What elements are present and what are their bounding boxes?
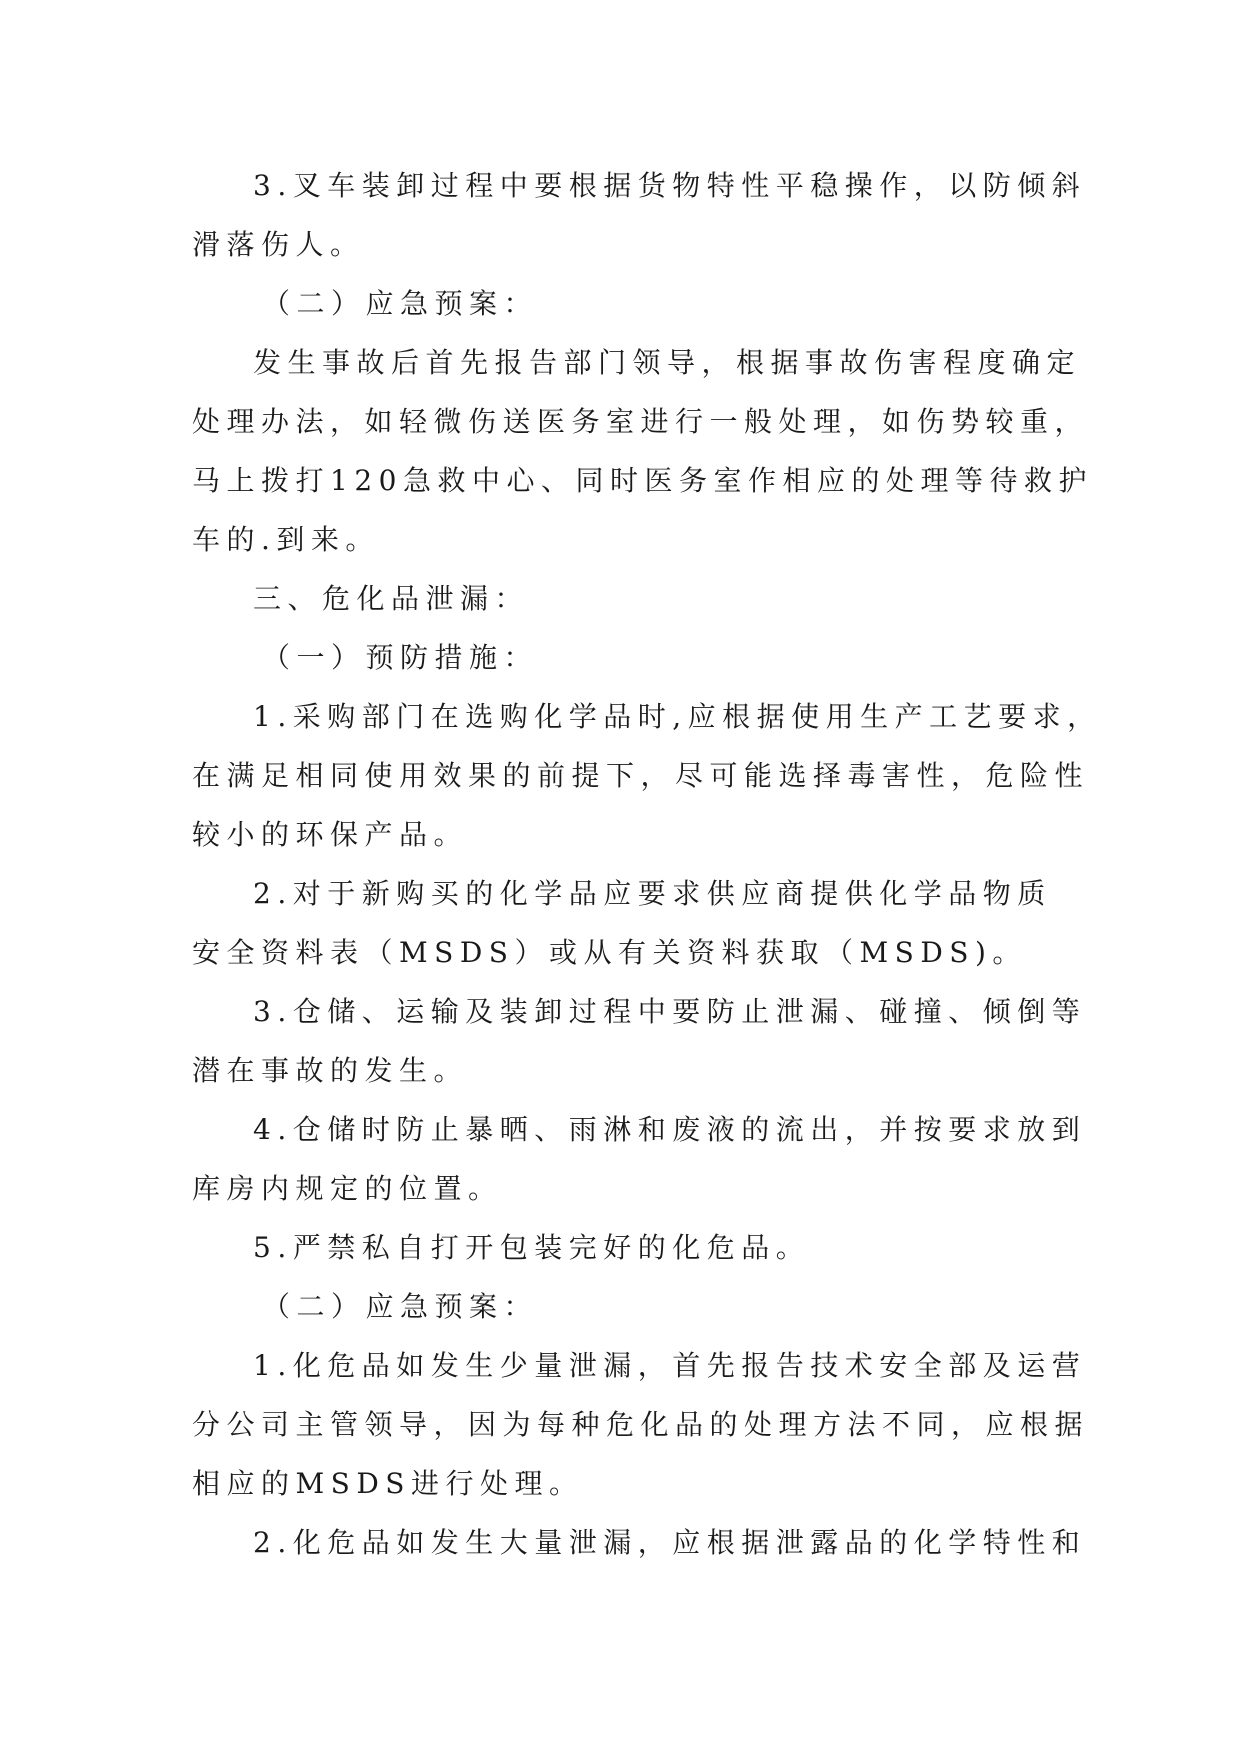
paragraph-line: 滑落伤人。 (192, 228, 365, 261)
paragraph-line: 1.采购部门在选购化学品时,应根据使用生产工艺要求， (253, 700, 1102, 733)
section-heading: （二）应急预案： (262, 287, 539, 320)
paragraph-line: 潜在事故的发生。 (192, 1054, 469, 1087)
paragraph-line: 2.对于新购买的化学品应要求供应商提供化学品物质 (253, 877, 1052, 910)
paragraph-line: 马上拨打120急救中心、同时医务室作相应的处理等待救护 (192, 464, 1093, 497)
paragraph-line: 2.化危品如发生大量泄漏，应根据泄露品的化学特性和 (253, 1526, 1087, 1559)
paragraph-line: 安全资料表（MSDS）或从有关资料获取（MSDS)。 (192, 936, 1027, 969)
paragraph-line: 3.叉车装卸过程中要根据货物特性平稳操作，以防倾斜 (253, 169, 1087, 202)
paragraph-line: 在满足相同使用效果的前提下，尽可能选择毒害性，危险性 (192, 759, 1090, 792)
section-heading: 三、危化品泄漏： (253, 582, 530, 615)
paragraph-line: 分公司主管领导，因为每种危化品的处理方法不同，应根据 (192, 1408, 1090, 1441)
paragraph-line: 1.化危品如发生少量泄漏，首先报告技术安全部及运营 (253, 1349, 1087, 1382)
section-heading: （二）应急预案： (262, 1290, 539, 1323)
paragraph-line: 5.严禁私自打开包装完好的化危品。 (253, 1231, 811, 1264)
paragraph-line: 3.仓储、运输及装卸过程中要防止泄漏、碰撞、倾倒等 (253, 995, 1087, 1028)
paragraph-line: 发生事故后首先报告部门领导，根据事故伤害程度确定 (253, 346, 1082, 379)
paragraph-line: 相应的MSDS进行处理。 (192, 1467, 584, 1500)
paragraph-line: 处理办法，如轻微伤送医务室进行一般处理，如伤势较重， (192, 405, 1090, 438)
paragraph-line: 较小的环保产品。 (192, 818, 469, 851)
paragraph-line: 4.仓储时防止暴晒、雨淋和废液的流出，并按要求放到 (253, 1113, 1087, 1146)
section-heading: （一）预防措施： (262, 641, 539, 674)
paragraph-line: 车的.到来。 (192, 523, 380, 556)
paragraph-line: 库房内规定的位置。 (192, 1172, 503, 1205)
